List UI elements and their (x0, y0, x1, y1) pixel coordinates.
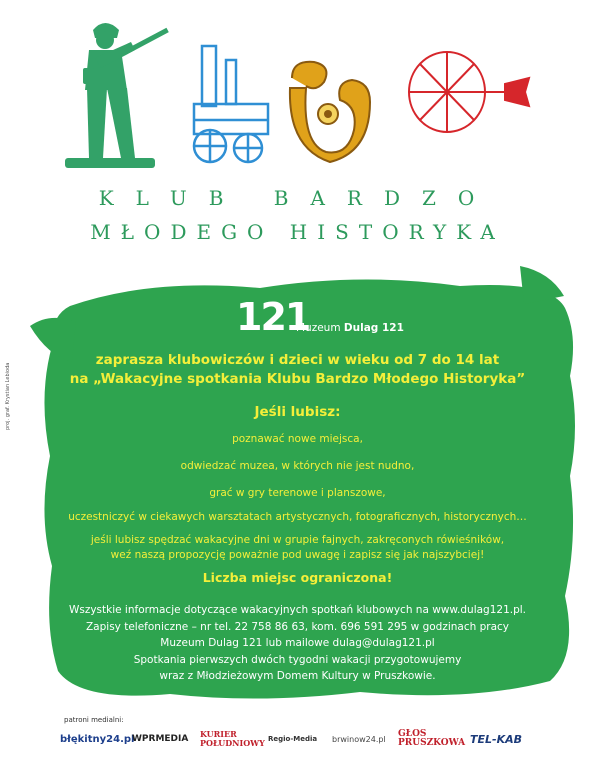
club-title-text: KLUB BARDZO (98, 186, 497, 210)
activity-item: weź naszą propozycję poważnie pod uwagę i zapisz się jak najszybciej! (110, 549, 485, 561)
activity-item: grać w gry terenowe i planszowe, (209, 487, 386, 499)
patron-logo: KURIER POŁUDNIOWY (200, 729, 265, 748)
patron-logo: brwinow24.pl (332, 734, 386, 744)
graphic-credit: proj. graf. Krystian Lebioda (5, 362, 11, 430)
info-line: Muzeum Dulag 121 lub mailowe dulag@dulag121.pl (160, 637, 435, 649)
patron-logo: WPRMEDIA (132, 734, 189, 744)
club-title-line2 (0, 220, 595, 244)
umbrella-machine-icon (405, 42, 535, 152)
info-line: Wszystkie informacje dotyczące wakacyjnych spotkań klubowych na www.dulag121.pl. (68, 604, 527, 616)
hero-illustrations (0, 0, 595, 175)
club-title-text: MŁODEGO HISTORYKA (90, 220, 505, 244)
museum-label (296, 322, 404, 334)
museum-logo-number: 121 (236, 295, 310, 339)
museum-label-name: Dulag 121 (343, 322, 404, 334)
patron-logo: Regio-Media (268, 735, 318, 743)
museum-label-prefix: Muzeum (296, 322, 341, 334)
limited-places-notice: Liczba miejsc ograniczona! (202, 570, 393, 585)
activity-item: jeśli lubisz spędzać wakacyjne dni w grupie fajnych, zakręconych rówieśników, (90, 534, 505, 546)
activity-item: poznawać nowe miejsca, (232, 433, 363, 445)
activity-item: uczestniczyć w ciekawych warsztatach artystycznych, fotograficznych, historycznych… (68, 511, 527, 523)
patron-logo: błękitny24.pl (60, 733, 135, 745)
club-title-line1 (0, 186, 595, 210)
ornate-letter-icon (282, 58, 372, 168)
info-line: wraz z Młodzieżowym Domem Kultury w Pruszkowie. (159, 670, 436, 682)
patron-logo: TEL-KAB (470, 732, 523, 746)
steam-locomotive-icon (186, 40, 276, 170)
info-line: Zapisy telefoniczne – nr tel. 22 758 86 63, kom. 696 591 295 w godzinach pracy (85, 621, 510, 633)
invitation-line-2: na „Wakacyjne spotkania Klubu Bardzo Młodego Historyka” (69, 371, 526, 387)
soldier-figure-icon (55, 10, 175, 170)
patron-logo: GŁOS PRUSZKOWA (398, 729, 466, 748)
invitation-line-1: zaprasza klubowiczów i dzieci w wieku od 7 do 14 lat (95, 352, 500, 368)
patron-logos (60, 728, 560, 754)
activity-item: odwiedzać muzea, w których nie jest nudno, (180, 460, 415, 472)
activities-heading: Jeśli lubisz: (254, 404, 341, 420)
info-line: Spotkania pierwszych dwóch tygodni wakacji przygotowujemy (133, 654, 462, 666)
patrons-label: patroni medialni: (64, 716, 124, 724)
